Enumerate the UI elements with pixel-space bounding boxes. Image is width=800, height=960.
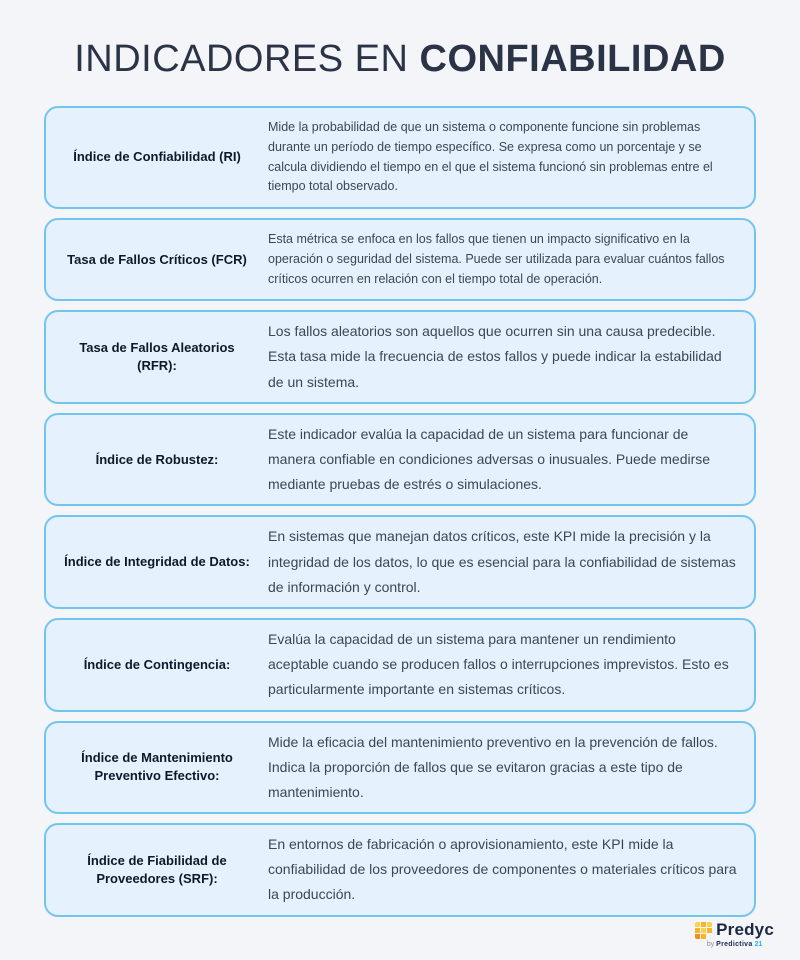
predyc-logo-icon xyxy=(695,922,712,939)
predyc-byline xyxy=(707,941,763,948)
kpi-card-robustness-index xyxy=(44,413,756,507)
card-title-column xyxy=(46,220,268,299)
kpi-card-supplier-reliability-index xyxy=(44,823,756,917)
card-description: En sistemas que manejan datos críticos, este KPI mide la precisión y la integridad de los datos, lo que es esencial para la confiabilidad de sistemas de información y control. xyxy=(268,528,736,595)
card-title: Índice de Integridad de Datos: xyxy=(64,554,250,570)
page-title-bold: CONFIABILIDAD xyxy=(419,38,726,80)
kpi-card-data-integrity-index xyxy=(44,515,756,609)
kpi-card-contingency-index xyxy=(44,618,756,712)
card-title-column xyxy=(46,517,268,607)
kpi-card-preventive-maintenance-index xyxy=(44,721,756,815)
card-description: Este indicador evalúa la capacidad de un sistema para funcionar de manera confiable en condiciones adversas o inusuales. Puede medirse mediante pruebas de estrés o simulaciones. xyxy=(268,425,711,493)
kpi-card-reliability-index xyxy=(44,106,756,209)
card-title: Tasa de Fallos Críticos (FCR) xyxy=(67,251,247,267)
card-title-column xyxy=(46,415,268,505)
kpi-card-random-failure-rate xyxy=(44,310,756,404)
card-description: Evalúa la capacidad de un sistema para mantener un rendimiento aceptable cuando se producen fallos o interrupciones imprevistos. Esto es particularmente importante en sistemas críticos. xyxy=(268,630,729,698)
card-title: Índice de Mantenimiento Preventivo Efectivo: xyxy=(81,750,233,784)
card-description-column xyxy=(268,620,754,710)
card-description: Esta métrica se enfoca en los fallos que tienen un impacto significativo en la operación o seguridad del sistema. Puede ser utilizada para evaluar cuántos fallos críticos ocurren en relación con el tiempo total de operación. xyxy=(268,232,725,286)
card-title-column xyxy=(46,312,268,402)
byline-by: by xyxy=(706,941,715,948)
card-description-column xyxy=(268,108,754,207)
card-title-column xyxy=(46,825,268,915)
card-title: Índice de Contingencia: xyxy=(83,656,231,672)
predyc-logo xyxy=(695,920,774,940)
byline-brand: Predictiva xyxy=(716,941,753,948)
card-description-column xyxy=(268,517,754,607)
card-title: Índice de Confiabilidad (RI) xyxy=(73,149,241,165)
page-title-regular: INDICADORES EN xyxy=(74,38,409,80)
card-title-column xyxy=(46,723,268,813)
card-description-column xyxy=(268,312,754,402)
card-description: Mide la eficacia del mantenimiento preventivo en la prevención de fallos. Indica la proporción de fallos que se evitaron gracias a este tipo de mantenimiento. xyxy=(268,733,718,800)
card-description-column xyxy=(268,723,754,813)
predyc-logo-text: Predyc xyxy=(716,920,774,939)
card-title: Tasa de Fallos Aleatorios (RFR): xyxy=(79,339,235,374)
kpi-card-critical-failure-rate xyxy=(44,218,756,301)
card-title-column xyxy=(46,108,268,207)
card-description: Los fallos aleatorios son aquellos que ocurren sin una causa predecible. Esta tasa mide la frecuencia de estos fallos y puede indicar la estabilidad de un sistema. xyxy=(268,323,722,390)
card-description: Mide la probabilidad de que un sistema o componente funcione sin problemas durante un período de tiempo específico. Se expresa como un porcentaje y se calcula dividiendo el tiempo en el que el sistema funcionó sin problemas entre el tiempo total observado. xyxy=(268,120,713,194)
page-title xyxy=(0,0,800,81)
footer-logo xyxy=(695,920,774,948)
card-description: En entornos de fabricación o aprovisionamiento, este KPI mide la confiabilidad de los proveedores de componentes o materiales críticos para la producción. xyxy=(268,836,737,903)
card-title: Índice de Robustez: xyxy=(95,451,219,467)
page-title-space xyxy=(408,38,419,80)
card-description-column xyxy=(268,220,754,299)
card-title-column xyxy=(46,620,268,710)
card-title: Índice de Fiabilidad de Proveedores (SRF): xyxy=(87,852,227,886)
card-description-column xyxy=(268,415,754,505)
kpi-card-list xyxy=(44,106,756,917)
card-description-column xyxy=(268,825,754,915)
byline-suffix: 21 xyxy=(754,941,763,948)
